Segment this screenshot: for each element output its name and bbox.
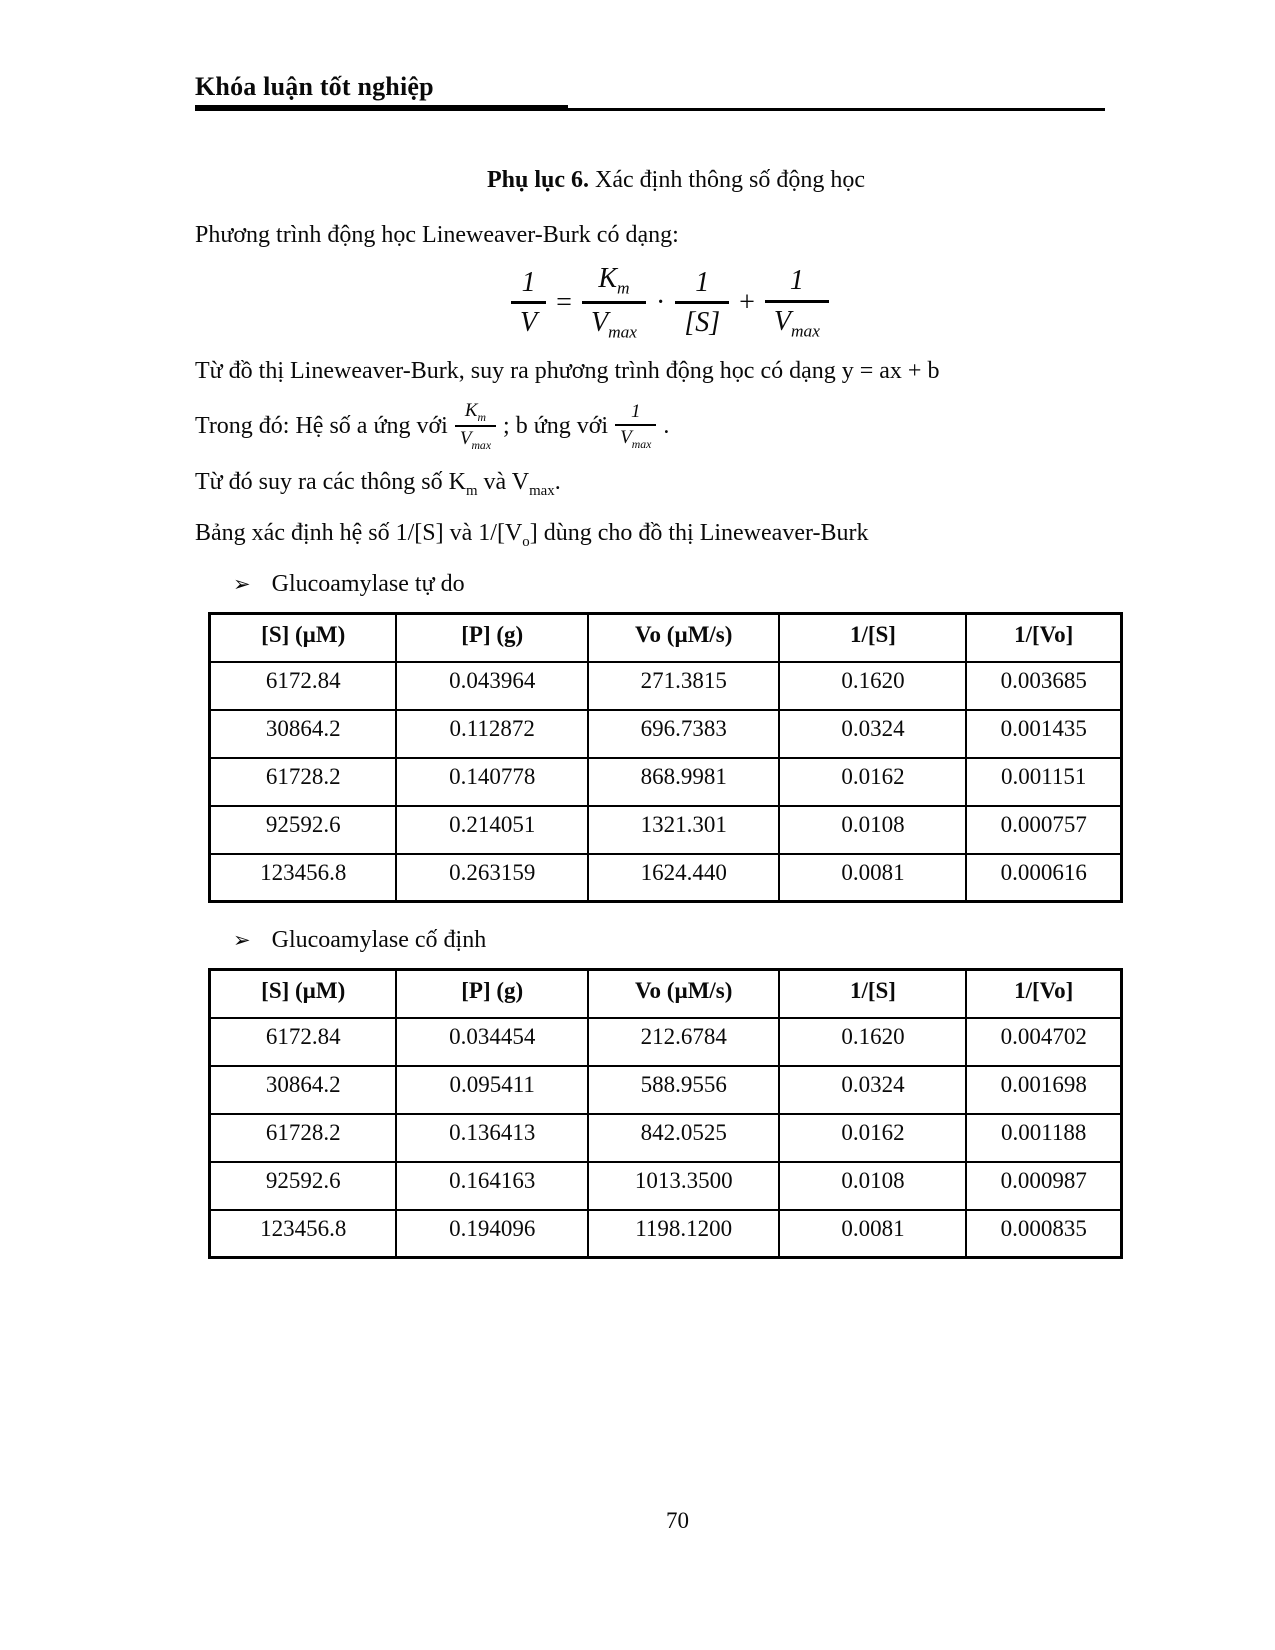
table-cell: 0.0081 — [779, 854, 966, 902]
table-cell: 0.000835 — [966, 1210, 1121, 1258]
column-header: [S] (µM) — [210, 614, 397, 662]
table-cell: 61728.2 — [210, 1114, 397, 1162]
table-cell: 0.194096 — [396, 1210, 588, 1258]
coefficient-a-fraction: $\frac{K_m}{V_{max}}$ — [455, 400, 496, 453]
table-cell: 588.9556 — [588, 1066, 780, 1114]
table-cell: 30864.2 — [210, 1066, 397, 1114]
table-row — [210, 854, 1122, 902]
table-glucoamylase-immobilized — [208, 968, 1123, 1259]
table-cell: 696.7383 — [588, 710, 780, 758]
table-cell: 6172.84 — [210, 1018, 397, 1066]
table-cell: 1198.1200 — [588, 1210, 780, 1258]
equation-intercept-fraction: $\frac{1}{V_{max}}$ — [765, 264, 829, 342]
table-cell: 0.001698 — [966, 1066, 1121, 1114]
plus-sign: + — [739, 286, 755, 318]
equation-lhs-fraction: $\frac{1}{V}$ — [511, 266, 546, 340]
table-cell: 0.263159 — [396, 854, 588, 902]
table-cell: 0.164163 — [396, 1162, 588, 1210]
column-header: 1/[Vo] — [966, 970, 1121, 1018]
table-cell: 123456.8 — [210, 854, 397, 902]
appendix-label: Phụ lục 6. — [487, 167, 590, 193]
column-header: 1/[Vo] — [966, 614, 1121, 662]
paragraph-table-note: Bảng xác định hệ số 1/[S] và $1/[V_o]$ dùng cho đồ thị Lineweaver-Burk — [195, 519, 869, 550]
coeff-text-2: ; b ứng với — [503, 413, 609, 440]
column-header: [P] (g) — [396, 614, 588, 662]
table-row — [210, 806, 1122, 854]
column-header: [P] (g) — [396, 970, 588, 1018]
table-cell: 0.0162 — [779, 758, 966, 806]
arrow-bullet-icon: ➢ — [233, 572, 251, 597]
table-cell: 0.0162 — [779, 1114, 966, 1162]
coefficient-b-fraction: $\frac{1}{V_{max}}$ — [615, 401, 656, 451]
equals-sign: = — [556, 286, 572, 318]
table-cell: 1013.3500 — [588, 1162, 780, 1210]
appendix-title-text: Xác định thông số động học — [589, 167, 865, 193]
table-cell: 0.043964 — [396, 662, 588, 710]
table-cell: 0.095411 — [396, 1066, 588, 1114]
page-number: 70 — [666, 1508, 689, 1533]
table-row — [210, 662, 1122, 710]
table-cell: 0.0108 — [779, 1162, 966, 1210]
paragraph-intro: Phương trình động học Lineweaver-Burk có dạng: — [195, 222, 679, 248]
table-header-row — [210, 970, 1122, 1018]
coeff-text-3: . — [663, 413, 670, 440]
section-free-enzyme — [195, 571, 1105, 598]
table-cell: 212.6784 — [588, 1018, 780, 1066]
header-rule — [195, 108, 1105, 111]
column-header: Vo (µM/s) — [588, 614, 780, 662]
table-cell: 842.0525 — [588, 1114, 780, 1162]
table-row — [210, 1210, 1122, 1258]
multiplication-dot: · — [655, 286, 666, 318]
column-header: Vo (µM/s) — [588, 970, 780, 1018]
table-row — [210, 710, 1122, 758]
paragraph-graph: Từ đồ thị Lineweaver-Burk, suy ra phương trình động học có dạng y = ax + b — [195, 357, 940, 384]
table-header-row — [210, 614, 1122, 662]
table-cell: 1624.440 — [588, 854, 780, 902]
table-cell: 0.0081 — [779, 1210, 966, 1258]
appendix-title — [195, 167, 1105, 194]
table-glucoamylase-free — [208, 612, 1123, 903]
running-header: Khóa luận tốt nghiệp — [195, 72, 434, 101]
paragraph-coefficients — [195, 400, 1105, 453]
table-cell: 0.001188 — [966, 1114, 1121, 1162]
column-header: [S] (µM) — [210, 970, 397, 1018]
table-cell: 92592.6 — [210, 1162, 397, 1210]
section-fixed-title: Glucoamylase cố định — [271, 927, 487, 954]
column-header: 1/[S] — [779, 970, 966, 1018]
table-cell: 0.001435 — [966, 710, 1121, 758]
table-cell: 271.3815 — [588, 662, 780, 710]
table-cell: 123456.8 — [210, 1210, 397, 1258]
table-cell: 0.136413 — [396, 1114, 588, 1162]
table-cell: 0.0108 — [779, 806, 966, 854]
table-row — [210, 1162, 1122, 1210]
equation-substrate-fraction: $\frac{1}{[S]}$ — [675, 266, 729, 340]
table-cell: 30864.2 — [210, 710, 397, 758]
section-immobilized-enzyme — [195, 927, 1105, 954]
table-cell: 92592.6 — [210, 806, 397, 854]
table-cell: 0.000616 — [966, 854, 1121, 902]
equation-slope-fraction: $\frac{K_m}{V_{max}}$ — [582, 262, 646, 344]
table-cell: 0.112872 — [396, 710, 588, 758]
table-row — [210, 1114, 1122, 1162]
table-cell: 0.1620 — [779, 662, 966, 710]
table-cell: 0.001151 — [966, 758, 1121, 806]
table-cell: 0.0324 — [779, 1066, 966, 1114]
arrow-bullet-icon: ➢ — [233, 928, 251, 953]
table-row — [210, 758, 1122, 806]
table-cell: 0.004702 — [966, 1018, 1121, 1066]
table-cell: 0.034454 — [396, 1018, 588, 1066]
table-cell: 868.9981 — [588, 758, 780, 806]
table-row — [210, 1066, 1122, 1114]
coeff-text-1: Trong đó: Hệ số a ứng với — [195, 413, 448, 440]
table-row — [210, 1018, 1122, 1066]
table-cell: 6172.84 — [210, 662, 397, 710]
table-cell: 61728.2 — [210, 758, 397, 806]
table-cell: 0.214051 — [396, 806, 588, 854]
table-cell: 0.000987 — [966, 1162, 1121, 1210]
lineweaver-burk-equation — [195, 262, 1105, 344]
table-cell: 0.000757 — [966, 806, 1121, 854]
table-cell: 0.1620 — [779, 1018, 966, 1066]
table-cell: 0.003685 — [966, 662, 1121, 710]
table-cell: 0.140778 — [396, 758, 588, 806]
column-header: 1/[S] — [779, 614, 966, 662]
section-free-title: Glucoamylase tự do — [271, 571, 465, 598]
table-cell: 1321.301 — [588, 806, 780, 854]
paragraph-parameters: Từ đó suy ra các thông số $K_m$ và $V_{max}$. — [195, 468, 561, 499]
table-cell: 0.0324 — [779, 710, 966, 758]
